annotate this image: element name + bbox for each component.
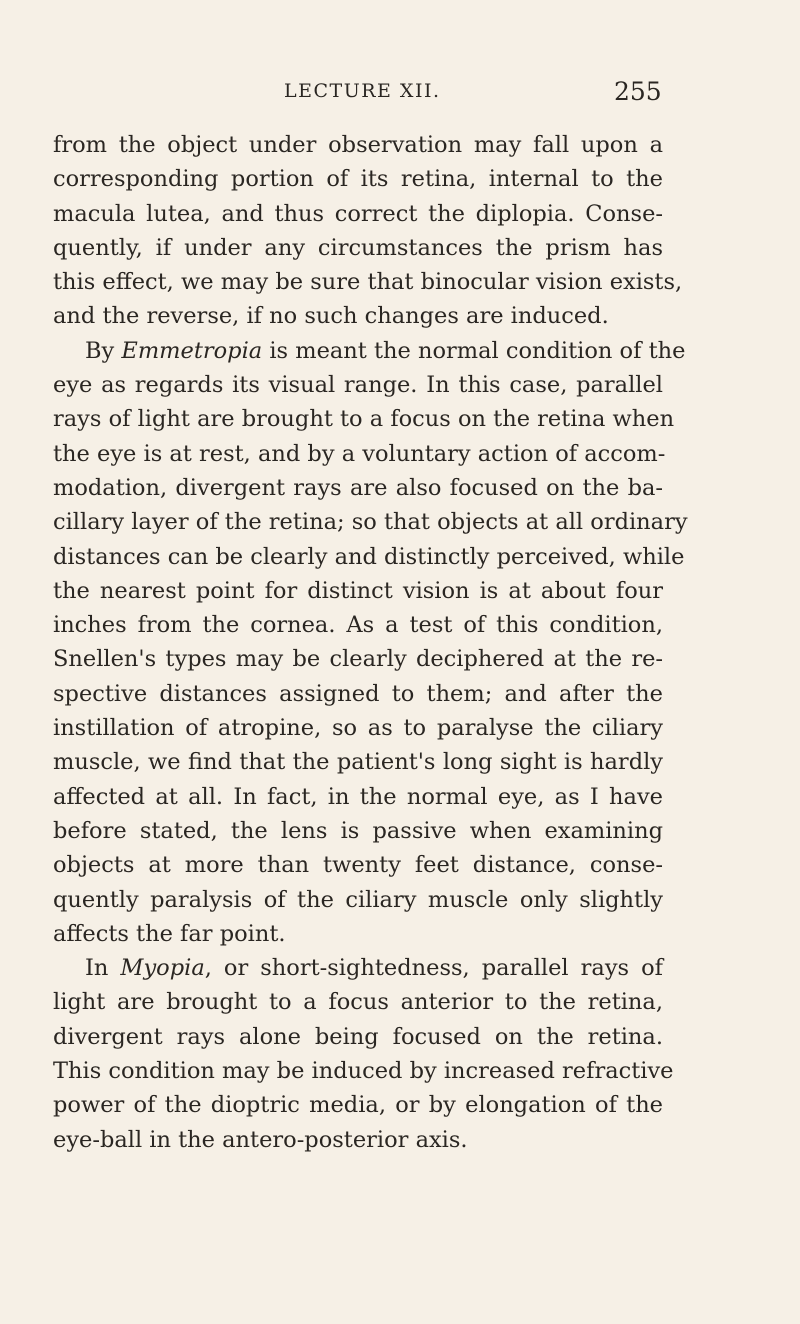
text-line: corresponding portion of its retina, internal to the: [53, 166, 663, 193]
line-rest: , or short-sightedness, parallel rays of: [204, 955, 664, 982]
text-line: power of the dioptric media, or by elongation of the: [53, 1092, 663, 1119]
paragraph-first-line: [53, 334, 686, 368]
running-title: LECTURE XII.: [284, 80, 441, 102]
text-line: modation, divergent rays are also focused on the ba-: [53, 474, 663, 501]
line-prefix: By: [85, 337, 122, 364]
text-line: from the object under observation may fall upon a: [53, 132, 663, 158]
text-line: this effect, we may be sure that binocular vision exists,: [53, 269, 683, 296]
term-emmetropia: Emmetropia: [121, 337, 263, 364]
body-text: [53, 128, 688, 1157]
text-line: light are brought to a focus anterior to the retina,: [53, 989, 663, 1016]
text-line: eye as regards its visual range. In this case, parallel: [53, 372, 663, 399]
text-line: This condition may be induced by increased refractive: [53, 1058, 674, 1085]
text-line: before stated, the lens is passive when examining: [53, 817, 663, 844]
running-head: [0, 78, 800, 108]
text-line: instillation of atropine, so as to paralyse the ciliary: [53, 715, 663, 742]
line-prefix: In: [85, 955, 121, 982]
text-line: affected at all. In fact, in the normal eye, as I have: [53, 783, 663, 810]
text-line: the eye is at rest, and by a voluntary action of accom-: [53, 440, 666, 467]
line-rest: is meant the normal condition of the: [262, 337, 686, 364]
text-line: quently, if under any circumstances the prism has: [53, 234, 663, 261]
text-line: affects the far point.: [53, 920, 286, 947]
page-number: 255: [614, 77, 662, 106]
text-line: cillary layer of the retina; so that objects at all ordinary: [53, 509, 688, 536]
text-line: rays of light are brought to a focus on the retina when: [53, 406, 675, 433]
text-line: spective distances assigned to them; and after the: [53, 680, 663, 707]
text-line: and the reverse, if no such changes are induced.: [53, 303, 609, 330]
paragraph-first-line: [53, 951, 663, 985]
text-line: inches from the cornea. As a test of this condition,: [53, 612, 663, 639]
text-line: muscle, we find that the patient's long sight is hardly: [53, 749, 663, 776]
text-line: Snellen's types may be clearly deciphered at the re-: [53, 646, 663, 673]
text-line: the nearest point for distinct vision is at about four: [53, 577, 663, 604]
text-line: macula lutea, and thus correct the diplopia. Conse-: [53, 200, 663, 227]
text-line: distances can be clearly and distinctly perceived, while: [53, 543, 685, 570]
term-myopia: Myopia: [120, 955, 205, 982]
text-line: divergent rays alone being focused on the retina.: [53, 1023, 663, 1050]
text-line: quently paralysis of the ciliary muscle only slightly: [53, 886, 663, 913]
text-line: objects at more than twenty feet distance, conse-: [53, 852, 663, 879]
text-line: eye-ball in the antero-posterior axis.: [53, 1126, 468, 1153]
